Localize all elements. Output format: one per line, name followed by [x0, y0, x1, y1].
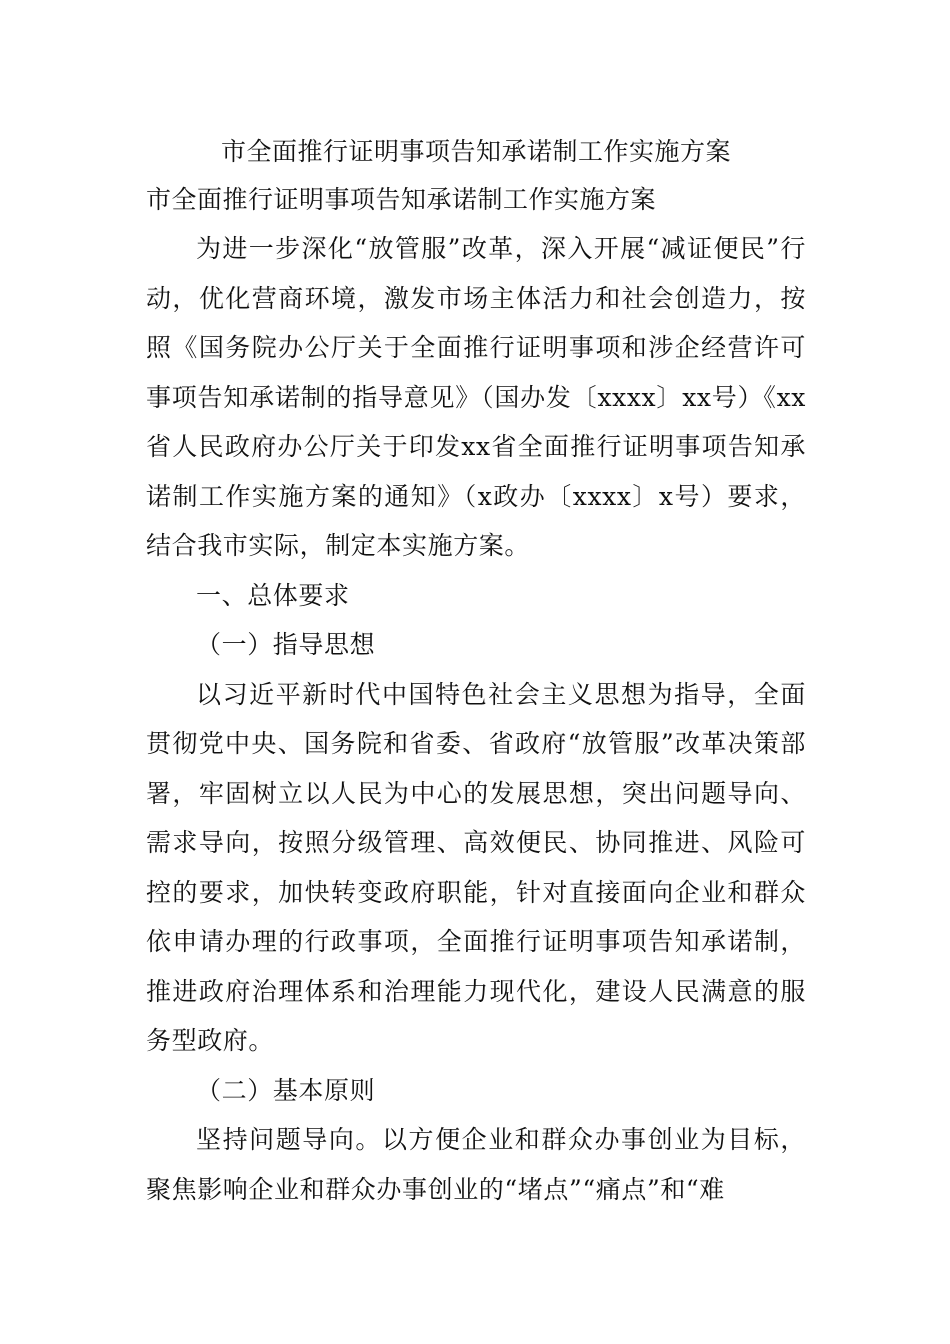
document-title: 市全面推行证明事项告知承诺制工作实施方案	[220, 137, 731, 166]
guiding-ideology-paragraph: 以习近平新时代中国特色社会主义思想为指导，全面贯彻党中央、国务院和省委、省政府“放管服”改革决策部署，牢固树立以人民为中心的发展思想，突出问题导向、需求导向，按照分级管理、高效便民、协同推进、风险可控的要求，加快转变政府职能，针对直接面向企业和群众依申请办理的行政事项，全面推行证明事项告知承诺制，推进政府治理体系和治理能力现代化，建设人民满意的服务型政府。	[146, 679, 806, 1055]
section-heading-general-requirements: 一、总体要求	[196, 580, 350, 610]
subsection-heading-basic-principles: （二）基本原则	[196, 1075, 376, 1105]
basic-principles-paragraph: 坚持问题导向。以方便企业和群众办事创业为目标，聚焦影响企业和群众办事创业的“堵点”“痛点”和“难	[146, 1125, 806, 1204]
subsection-heading-guiding-ideology: （一）指导思想	[196, 630, 376, 659]
intro-paragraph: 为进一步深化“放管服”改革，深入开展“减证便民”行动，优化营商环境，激发市场主体活力和社会创造力，按照《国务院办公厅关于全面推行证明事项和涉企经营许可事项告知承诺制的指导意见》（国办发〔xxxx〕xx号）《xx省人民政府办公厅关于印发xx省全面推行证明事项告知承诺制工作实施方案的通知》（x政办〔xxxx〕x号）要求，结合我市实际，制定本实施方案。	[146, 234, 806, 560]
document-body	[146, 128, 806, 1214]
document-subtitle: 市全面推行证明事项告知承诺制工作实施方案	[146, 185, 657, 214]
